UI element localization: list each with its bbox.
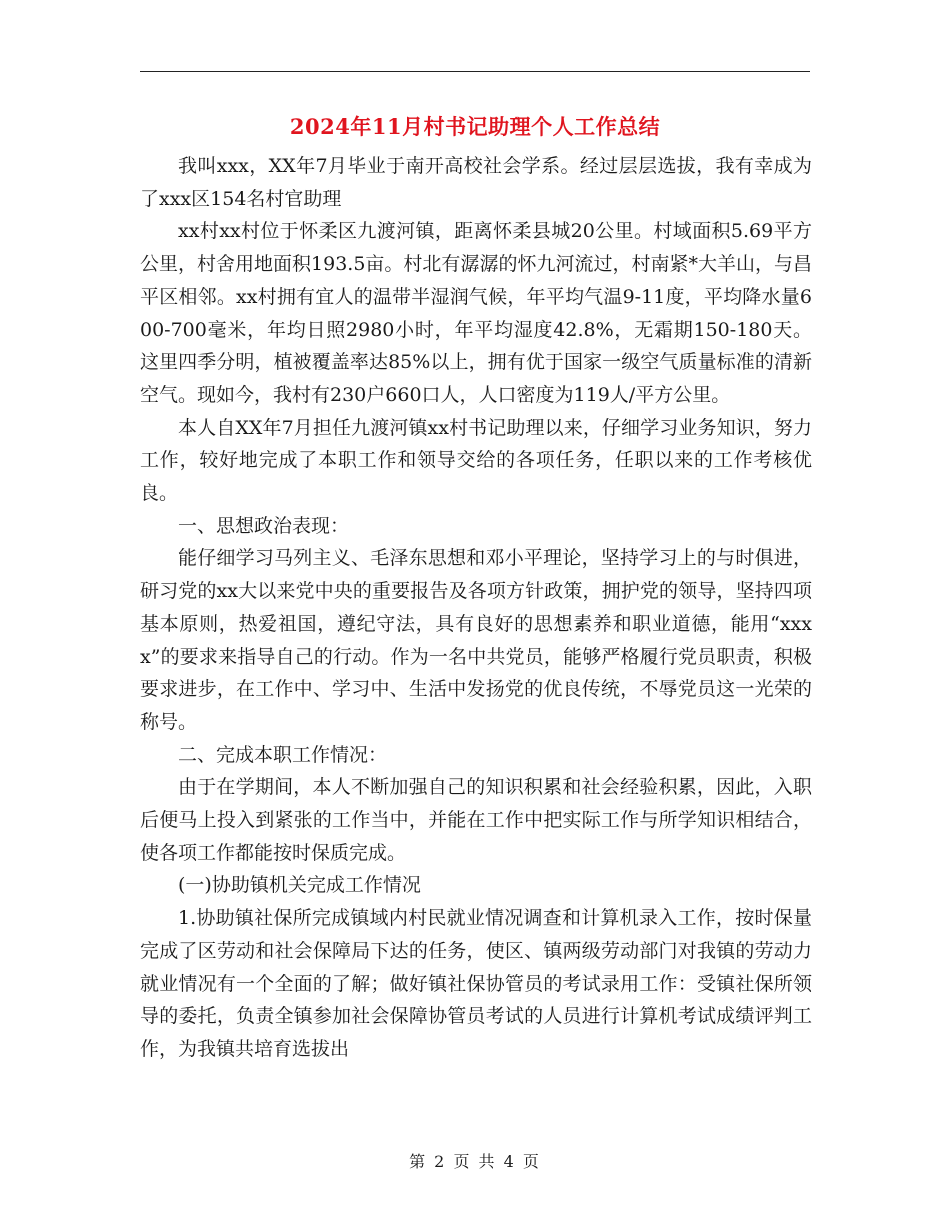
header-rule <box>140 71 810 72</box>
paragraph-assist-1: 1.协助镇社保所完成镇域内村民就业情况调查和计算机录入工作，按时保量完成了区劳动和社会保障局下达的任务，使区、镇两级劳动部门对我镇的劳动力就业情况有一个全面的了解；做好镇社保协管员的考试录用工作：受镇社保所领导的委托，负责全镇参加社会保障协管员考试的人员进行计算机考试成绩评判工作，为我镇共培育选拔出 <box>140 907 812 1060</box>
paragraph-tenure: 本人自XX年7月担任九渡河镇xx村书记助理以来，仔细学习业务知识，努力工作，较好地完成了本职工作和领导交给的各项任务，任职以来的工作考核优良。 <box>140 416 812 505</box>
paragraph-political: 能仔细学习马列主义、毛泽东思想和邓小平理论，坚持学习上的与时俱进，研习党的xx大以来党中央的重要报告及各项方针政策，拥护党的领导，坚持四项基本原则，热爱祖国，遵纪守法，具有良好的思想素养和职业道德，能用“xxxx”的要求来指导自己的行动。作为一名中共党员，能够严格履行党员职责，积极要求进步，在工作中、学习中、生活中发扬党的优良传统，不辱党员这一光荣的称号。 <box>140 547 812 733</box>
page-footer: 第 2 页 共 4 页 <box>409 1152 541 1171</box>
section-heading-political: 一、思想政治表现： <box>178 514 350 537</box>
paragraph-village-info: xx村xx村位于怀柔区九渡河镇，距离怀柔县城20公里。村域面积5.69平方公里，村舍用地面积193.5亩。村北有潺潺的怀九河流过，村南紧*大羊山，与昌平区相邻。xx村拥有宜人的温带半湿润气候，年平均气温9-11度，平均降水量600-700毫米，年均日照2980小时，年平均湿度42.8%，无霜期150-180天。这里四季分明，植被覆盖率达85%以上，拥有优于国家一级空气质量标准的清新空气。现如今，我村有230户660口人，人口密度为119人/平方公里。 <box>140 220 812 406</box>
paragraph-duties: 由于在学期间，本人不断加强自己的知识积累和社会经验积累，因此，入职后便马上投入到紧张的工作当中，并能在工作中把实际工作与所学知识相结合，使各项工作都能按时保质完成。 <box>140 776 812 864</box>
subsection-heading-assist: (一)协助镇机关完成工作情况 <box>178 874 421 897</box>
document-title: 2024年11月村书记助理个人工作总结 <box>289 114 661 139</box>
document-body <box>140 150 812 1066</box>
section-heading-duties: 二、完成本职工作情况： <box>178 743 388 766</box>
paragraph-intro: 我叫xxx，XX年7月毕业于南开高校社会学系。经过层层选拔，我有幸成为了xxx区154名村官助理 <box>140 155 812 210</box>
